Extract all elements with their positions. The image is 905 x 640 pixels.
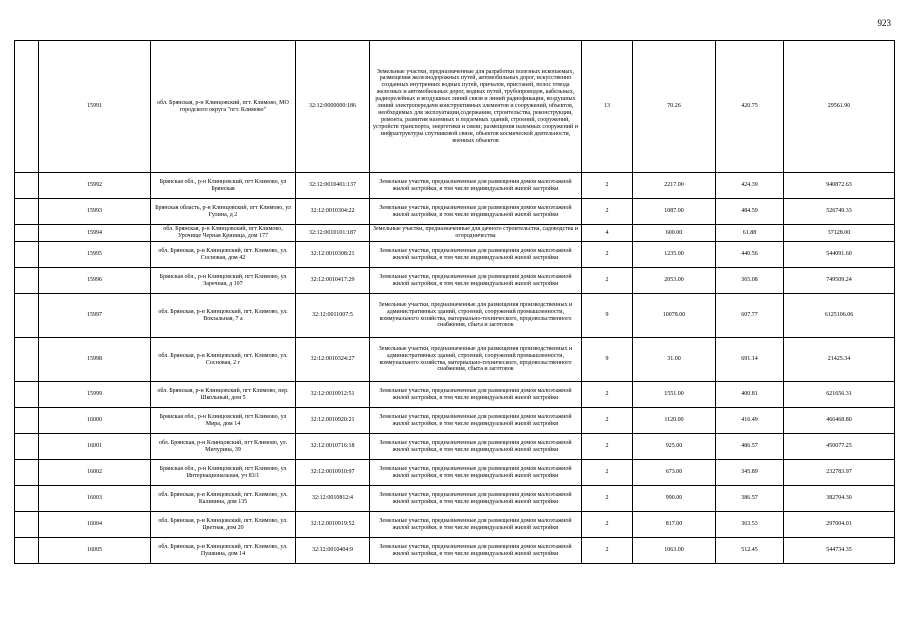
table-row (15, 199, 895, 225)
land-use-cell: Земельные участки, предназначенные для разработки полезных ископаемых, размещения железнодорожных путей, автомобильных дорог, искусственно созданных внутренних водных путей, причалов, пристаней, полос отвода железных и автомобильных дорог, водных путей, трубопроводов, кабельных, радиорелейных и воздушных линий связи и линий радиофикации, воздушных линий электропередачи конструктивных элементов и сооружений, объектов, необходимых для эксплуатации,содержания, строительства, реконструкции, ремонта, развития наземных и подземных зданий, строений, сооружений, устройств транспорта, энергетики и связи; размещения наземных сооружений и инфраструктуры спутниковой связи, объектов космической деятельности, военных объектов (370, 41, 582, 173)
table-row (15, 408, 895, 434)
row-number: 15998 (39, 338, 151, 382)
cadastral-value-cell: 297004.01 (784, 512, 895, 538)
area-cell: 31.00 (633, 338, 716, 382)
use-group-code-cell: 2 (582, 460, 633, 486)
row-number: 15996 (39, 268, 151, 294)
spacer (15, 225, 39, 242)
land-use-cell: Земельные участки, предназначенные для дачного строительства, садоводства и огородничества (370, 225, 582, 242)
cadastral-number-cell: 32:12:0010812:4 (296, 486, 370, 512)
spacer (15, 382, 39, 408)
specific-value-cell: 484.59 (716, 199, 784, 225)
specific-value-cell: 400.81 (716, 382, 784, 408)
cadastral-number-cell: 32:12:0010417:29 (296, 268, 370, 294)
address-cell: обл. Брянская, р-н Клинцовский, пгт. Климово, ул. Сосновая, дом 42 (151, 242, 296, 268)
cadastral-number-cell: 32:12:0010919:52 (296, 512, 370, 538)
use-group-code-cell: 2 (582, 408, 633, 434)
area-cell: 1120.00 (633, 408, 716, 434)
use-group-code-cell: 2 (582, 538, 633, 564)
row-number: 15991 (39, 41, 151, 173)
table-row (15, 512, 895, 538)
cadastral-value-cell: 6125106.06 (784, 294, 895, 338)
use-group-code-cell: 4 (582, 225, 633, 242)
cadastral-value-cell: 466468.80 (784, 408, 895, 434)
land-use-cell: Земельные участки, предназначенные для размещения домов малоэтажной жилой застройки, в том числе индивидуальной жилой застройки (370, 512, 582, 538)
cadastral-value-cell: 29561.90 (784, 41, 895, 173)
table-row (15, 460, 895, 486)
address-cell: обл. Брянская, р-н Клинцовский, пгт. Климово, ул. Калинина, дом 135 (151, 486, 296, 512)
specific-value-cell: 424.39 (716, 173, 784, 199)
land-use-cell: Земельные участки, предназначенные для размещения домов малоэтажной жилой застройки, в том числе индивидуальной жилой застройки (370, 173, 582, 199)
use-group-code-cell: 2 (582, 434, 633, 460)
row-number: 15999 (39, 382, 151, 408)
specific-value-cell: 416.49 (716, 408, 784, 434)
address-cell: обл. Брянская, р-н Клинцовский, пгт. Климово, МО городского округа "пгт. Климово" (151, 41, 296, 173)
table-row (15, 338, 895, 382)
cadastral-number-cell: 32:12:0010920:21 (296, 408, 370, 434)
use-group-code-cell: 2 (582, 268, 633, 294)
table-row (15, 294, 895, 338)
specific-value-cell: 345.89 (716, 460, 784, 486)
area-cell: 1087.00 (633, 199, 716, 225)
spacer (15, 173, 39, 199)
area-cell: 1063.00 (633, 538, 716, 564)
use-group-code-cell: 2 (582, 512, 633, 538)
address-cell: обл. Брянская, р-н Клинцовский, пгт. Климово, ул. Сосновая, 2 г (151, 338, 296, 382)
land-use-cell: Земельные участки, предназначенные для размещения домов малоэтажной жилой застройки, в том числе индивидуальной жилой застройки (370, 408, 582, 434)
table-row (15, 41, 895, 173)
row-number: 16004 (39, 512, 151, 538)
cadastral-value-cell: 37128.00 (784, 225, 895, 242)
cadastral-value-cell: 621656.31 (784, 382, 895, 408)
address-cell: Брянская обл., р-н Клинцовский, пгт Климово, ул Брянская (151, 173, 296, 199)
cadastral-value-cell: 21425.34 (784, 338, 895, 382)
spacer (15, 512, 39, 538)
area-cell: 1551.00 (633, 382, 716, 408)
specific-value-cell: 363.53 (716, 512, 784, 538)
row-number: 16005 (39, 538, 151, 564)
cadastral-number-cell: 32:12:0010912:51 (296, 382, 370, 408)
specific-value-cell: 691.14 (716, 338, 784, 382)
specific-value-cell: 420.75 (716, 41, 784, 173)
specific-value-cell: 512.45 (716, 538, 784, 564)
cadastral-value-cell: 544091.60 (784, 242, 895, 268)
specific-value-cell: 386.57 (716, 486, 784, 512)
cadastral-number-cell: 32:12:0010308:21 (296, 242, 370, 268)
cadastral-number-cell: 32:12:0011007:5 (296, 294, 370, 338)
land-use-cell: Земельные участки, предназначенные для размещения домов малоэтажной жилой застройки, в том числе индивидуальной жилой застройки (370, 460, 582, 486)
area-cell: 70.26 (633, 41, 716, 173)
table-row (15, 268, 895, 294)
cadastral-number-cell: 32:12:0010401:137 (296, 173, 370, 199)
cadastral-value-cell: 526749.33 (784, 199, 895, 225)
spacer (15, 486, 39, 512)
row-number: 15995 (39, 242, 151, 268)
use-group-code-cell: 2 (582, 382, 633, 408)
land-use-cell: Земельные участки, предназначенные для размещения домов малоэтажной жилой застройки, в том числе индивидуальной жилой застройки (370, 382, 582, 408)
specific-value-cell: 365.08 (716, 268, 784, 294)
spacer (15, 268, 39, 294)
table-row (15, 486, 895, 512)
spacer (15, 294, 39, 338)
specific-value-cell: 440.56 (716, 242, 784, 268)
use-group-code-cell: 2 (582, 486, 633, 512)
specific-value-cell: 486.57 (716, 434, 784, 460)
specific-value-cell: 61.88 (716, 225, 784, 242)
cadastral-value-table (14, 40, 895, 564)
cadastral-number-cell: 32:12:0000000:186 (296, 41, 370, 173)
spacer (15, 538, 39, 564)
area-cell: 1235.00 (633, 242, 716, 268)
land-use-cell: Земельные участки, предназначенные для размещения домов малоэтажной жилой застройки, в том числе индивидуальной жилой застройки (370, 242, 582, 268)
table-row (15, 173, 895, 199)
cadastral-value-cell: 382704.30 (784, 486, 895, 512)
spacer (15, 41, 39, 173)
cadastral-number-cell: 32:12:0010324:27 (296, 338, 370, 382)
use-group-code-cell: 2 (582, 173, 633, 199)
spacer (15, 460, 39, 486)
area-cell: 2217.00 (633, 173, 716, 199)
cadastral-number-cell: 32:12:0010304:22 (296, 199, 370, 225)
address-cell: обл. Брянская, р-н Клинцовский, пгт. Климово, ул. Вокзальная, 7 а (151, 294, 296, 338)
area-cell: 10078.00 (633, 294, 716, 338)
land-use-cell: Земельные участки, предназначенные для размещения домов малоэтажной жилой застройки, в том числе индивидуальной жилой застройки (370, 486, 582, 512)
land-use-cell: Земельные участки, предназначенные для размещения домов малоэтажной жилой застройки, в том числе индивидуальной жилой застройки (370, 434, 582, 460)
specific-value-cell: 607.77 (716, 294, 784, 338)
area-cell: 673.00 (633, 460, 716, 486)
cadastral-number-cell: 32:12:0010404:9 (296, 538, 370, 564)
use-group-code-cell: 9 (582, 338, 633, 382)
land-use-cell: Земельные участки, предназначенные для размещения домов малоэтажной жилой застройки, в том числе индивидуальной жилой застройки (370, 268, 582, 294)
area-cell: 925.00 (633, 434, 716, 460)
spacer (15, 434, 39, 460)
use-group-code-cell: 9 (582, 294, 633, 338)
address-cell: Брянская обл., р-н Клинцовский, пгт Климово, ул Заречная, д 107 (151, 268, 296, 294)
address-cell: обл. Брянская, р-н Клинцовский, пгт Климово, ул. Мичурина, 39 (151, 434, 296, 460)
use-group-code-cell: 13 (582, 41, 633, 173)
cadastral-number-cell: 32:12:0010716:18 (296, 434, 370, 460)
address-cell: обл. Брянская, р-н Клинцовский, пгт. Климово, ул. Цветная, дом 20 (151, 512, 296, 538)
land-use-cell: Земельные участки, предназначенные для размещения домов малоэтажной жилой застройки, в том числе индивидуальной жилой застройки (370, 538, 582, 564)
row-number: 15993 (39, 199, 151, 225)
spacer (15, 408, 39, 434)
row-number: 16001 (39, 434, 151, 460)
row-number: 15997 (39, 294, 151, 338)
spacer (15, 242, 39, 268)
row-number: 16002 (39, 460, 151, 486)
address-cell: Брянская обл., р-н Клинцовский, пгт Климово, ул Интернациональная, уч 83/1 (151, 460, 296, 486)
cadastral-value-cell: 232783.97 (784, 460, 895, 486)
address-cell: обл. Брянская, р-н Клинцовский, пгт Климово, пер. Школьный, дом 5 (151, 382, 296, 408)
row-number: 16000 (39, 408, 151, 434)
address-cell: обл. Брянская, р-н Клинцовский, пгт. Климово, ул. Пушкина, дом 14 (151, 538, 296, 564)
cadastral-value-cell: 450077.25 (784, 434, 895, 460)
spacer (15, 338, 39, 382)
area-cell: 990.00 (633, 486, 716, 512)
page-number: 923 (877, 18, 891, 28)
address-cell: Брянская обл., р-н Клинцовский, пгт Климово, ул Мира, дом 14 (151, 408, 296, 434)
area-cell: 2053.00 (633, 268, 716, 294)
cadastral-number-cell: 32:12:0010101:187 (296, 225, 370, 242)
use-group-code-cell: 2 (582, 199, 633, 225)
table-row (15, 242, 895, 268)
cadastral-value-cell: 544734.35 (784, 538, 895, 564)
spacer (15, 199, 39, 225)
cadastral-value-cell: 940872.63 (784, 173, 895, 199)
table-row (15, 434, 895, 460)
table-row (15, 538, 895, 564)
cadastral-value-cell: 749509.24 (784, 268, 895, 294)
land-use-cell: Земельные участки, предназначенные для размещения производственных и административных зданий, строений, сооружений промышленности, коммунального хозяйства, материально-технического, продовольственного снабжения, сбыта и заготовок (370, 294, 582, 338)
area-cell: 600.00 (633, 225, 716, 242)
land-use-cell: Земельные участки, предназначенные для размещения домов малоэтажной жилой застройки, в том числе индивидуальной жилой застройки (370, 199, 582, 225)
table-row (15, 382, 895, 408)
row-number: 15992 (39, 173, 151, 199)
address-cell: Брянская область, р-н Клинцовский, пгт Климово, ул Гулина, д 2 (151, 199, 296, 225)
address-cell: обл. Брянская, р-н Клинцовский, пгт Климово, Урочище Черная Криница, дом 177 (151, 225, 296, 242)
table-row (15, 225, 895, 242)
table-body (15, 41, 895, 564)
land-use-cell: Земельные участки, предназначенные для размещения производственных и административных зданий, строений, сооружений промышленности, коммунального хозяйства, материально-технического, продовольственного снабжения, сбыта и заготовок (370, 338, 582, 382)
cadastral-number-cell: 32:12:0010910:97 (296, 460, 370, 486)
use-group-code-cell: 2 (582, 242, 633, 268)
area-cell: 817.00 (633, 512, 716, 538)
row-number: 15994 (39, 225, 151, 242)
row-number: 16003 (39, 486, 151, 512)
